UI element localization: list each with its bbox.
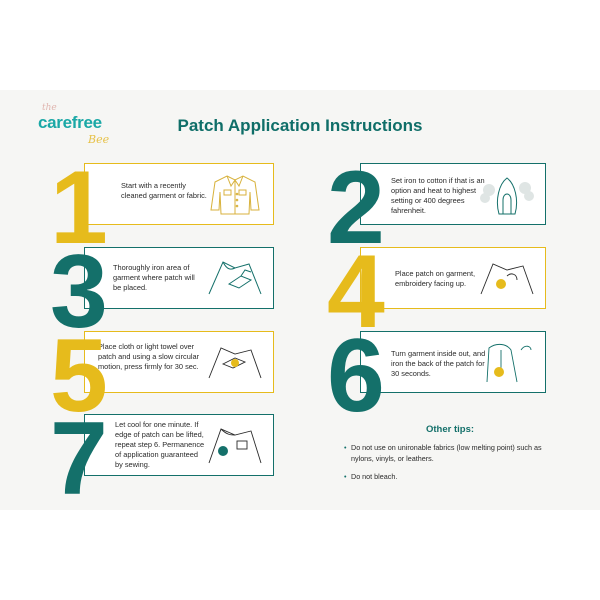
brand-the: the — [42, 103, 57, 113]
step-1-text: Start with a recently cleaned garment or fabric. — [121, 181, 207, 200]
step-6-number: 6 — [327, 318, 385, 434]
step-4-number: 4 — [327, 234, 385, 350]
step-3-card — [84, 247, 274, 309]
other-tips-title: Other tips: — [425, 424, 475, 435]
step-1-number: 1 — [50, 150, 108, 266]
ironing-shirt-icon — [205, 254, 265, 302]
step-6-card — [360, 331, 546, 393]
step-6-text: Turn garment inside out, and iron the back of the patch for 30 seconds. — [391, 349, 486, 378]
jacket-icon — [205, 170, 265, 218]
inside-out-iron-icon — [477, 338, 537, 386]
tip-2-text: Do not bleach. — [351, 472, 398, 481]
step-2-number: 2 — [327, 150, 385, 266]
page-title: Patch Application Instructions — [177, 116, 423, 135]
tip-1 — [344, 442, 544, 464]
step-7-text: Let cool for one minute. If edge of patch can be lifted, repeat step 6. Permanence of application guaranteed by sewing. — [115, 420, 205, 469]
step-2-card — [360, 163, 546, 225]
tip-1-text: Do not use on unironable fabrics (low melting point) such as nylons, vinyls, or leathers. — [351, 443, 542, 463]
step-7-card — [84, 414, 274, 476]
tip-bullet: • — [344, 472, 347, 481]
finished-patch-icon — [205, 421, 265, 469]
step-4-text: Place patch on garment, embroidery facing up. — [395, 269, 476, 288]
step-5-card — [84, 331, 274, 393]
step-3-text: Thoroughly iron area of garment where patch will be placed. — [113, 263, 195, 292]
tip-bullet: • — [344, 443, 347, 452]
placing-patch-icon — [477, 254, 537, 302]
step-7-number: 7 — [50, 401, 108, 517]
step-5-number: 5 — [50, 318, 108, 434]
brand-main: carefree — [38, 113, 102, 132]
steam-iron-icon — [477, 170, 537, 218]
pressing-patch-icon — [205, 338, 265, 386]
step-4-card — [360, 247, 546, 309]
brand-bee: Bee — [88, 133, 110, 146]
step-5-text: Place cloth or light towel over patch and using a slow circular motion, press firmly for 30 sec. — [98, 342, 200, 371]
step-2-text: Set iron to cotton if that is an option and heat to highest setting or 400 degrees fahrenheit. — [391, 176, 485, 215]
step-1-card — [84, 163, 274, 225]
step-3-number: 3 — [50, 234, 108, 350]
tip-2 — [344, 471, 544, 482]
